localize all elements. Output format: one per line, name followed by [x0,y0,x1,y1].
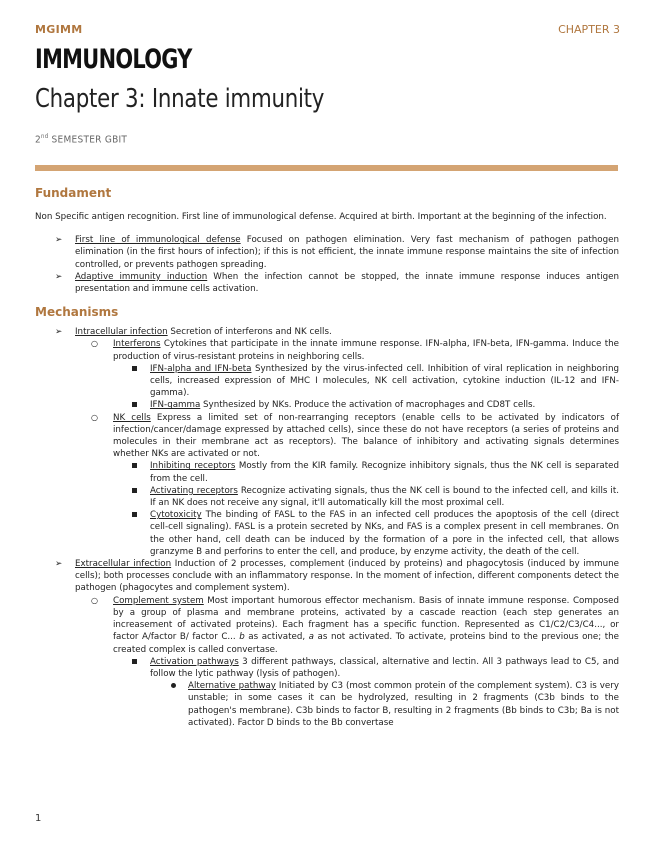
list-item: ➢ Intracellular infection Secretion of interferons and NK cells. [55,327,332,338]
list-item: Activation pathways 3 different pathways, classical, alternative and lectin. All 3 pathways lead to C5, and follow the lytic pathway (lysis of pathogen). [35,656,619,680]
list-item: ○ NK cells Express a limited set of non-rearranging receptors (enable cells to be activated by indicators of infection/cancer/damage expressed by attached cells), since these do not have receptors (a series of proteins and molecules in their membrane act as receptors). The balance of inhibitory and activating signals determines whether NKs are activated or not. [91,412,619,460]
circle-bullet-icon: ○ [91,339,98,349]
arrow-bullet-icon: ➢ [55,235,63,246]
header-right: CHAPTER 3 [558,23,620,36]
list-item: Activating receptors Recognize activating signals, thus the NK cell is bound to the infected cell, and kills it. If an NK does not receive any signal, it'll automatically kill the most proximal cell. [35,485,619,509]
list-item: ○ Interferons Cytokines that participate in the innate immune response. IFN-alpha, IFN-beta, IFN-gamma. Induce the production of virus-resistant proteins in neighboring cells. [91,339,619,362]
square-bullet-icon [132,463,137,468]
square-bullet-icon [132,402,137,407]
list-item: IFN-alpha and IFN-beta Synthesized by the virus-infected cell. Inhibition of viral replication in neighboring cells, increased expression of MHC I molecules, NK cell activation, cytokine induction (IL-12 and IFN-gamma). [35,363,619,400]
section-heading-mechanisms: Mechanisms [35,305,119,320]
list-item: Inhibiting receptors Mostly from the KIR family. Recognize inhibitory signals, thus the NK cell is separated from the cell. [35,460,619,484]
dot-bullet-icon [171,683,176,688]
list-item: ➢ Adaptive immunity induction When the infection cannot be stopped, the innate immune response induces antigen presentation and immune cells activation. [55,271,619,295]
section-heading-fundament: Fundament [35,186,112,200]
square-bullet-icon [132,659,137,664]
header-left: MGIMM [35,23,83,36]
list-item: Alternative pathway Initiated by C3 (most common protein of the complement system). C3 is very unstable; in some cases it can be hydrolyzed, resulting in 2 fragments (C3b binds to the pathogen's membrane). C3b binds to factor B, resulting in 2 fragments (Bb binds to C3b; Ba is not activated). Factor D binds to the Bb convertase [35,680,619,729]
list-item: ➢ Extracellular infection Induction of 2 processes, complement (induced by proteins) and phagocytosis (induced by immune cells); both processes conclude with an inflammatory response. In the moment of infection, different components detect the pathogen (phagocytes and complement system). [55,559,620,594]
document-subtitle: Chapter 3: Innate immunity [35,84,325,114]
arrow-bullet-icon: ➢ [55,327,63,338]
list-item: ➢ First line of immunological defense Focused on pathogen elimination. Very fast mechanism of pathogen pathogen elimination (in the first hours of infection); if this is not efficient, the innate immune response maintains the site of infection controlled, or prevents pathogen spreading. [55,235,619,270]
page-number: 1 [35,813,42,824]
mechanisms-list [35,326,619,729]
circle-bullet-icon: ○ [91,412,98,422]
square-bullet-icon [132,512,137,517]
arrow-bullet-icon: ➢ [55,271,63,282]
fundament-list [35,234,619,295]
document-title: IMMUNOLOGY [35,44,192,75]
square-bullet-icon [132,488,137,493]
fundament-intro: Non Specific antigen recognition. First line of immunological defense. Acquired at birth. Important at the beginning of the infection. [35,212,607,222]
semester-label: 2nd SEMESTER GBIT [35,133,128,146]
list-item: ○ Complement system Most important humorous effector mechanism. Basis of innate immune response. Composed by a group of plasma and membrane proteins, activated by a cascade reaction (each step generates an increasement of activated proteins). Each fragment has a specific function. Represented as C1/C2/C3/C4..., or factor A/factor B/ factor C... b as activated, a as not activated. To activate, proteins bind to the previous one; the created complex is called convertase. [91,595,619,655]
square-bullet-icon [132,366,137,371]
circle-bullet-icon: ○ [91,595,98,605]
title-rule [35,165,618,171]
document-body [35,185,619,729]
list-item: IFN-gamma Synthesized by NKs. Produce the activation of macrophages and CD8T cells. [35,399,619,411]
list-item: Cytotoxicity The binding of FASL to the FAS in an infected cell produces the apoptosis of the cell (direct cell-cell signaling). FASL is a protein secreted by NKs, and FAS is a complex present in cell membranes. On the other hand, cell death can be induced by the formation of a pore in the infected cell, that allows granzyme B and perforins to enter the cell, and produce, by enzyme activity, the death of the cell. [35,509,619,558]
arrow-bullet-icon: ➢ [55,559,63,570]
